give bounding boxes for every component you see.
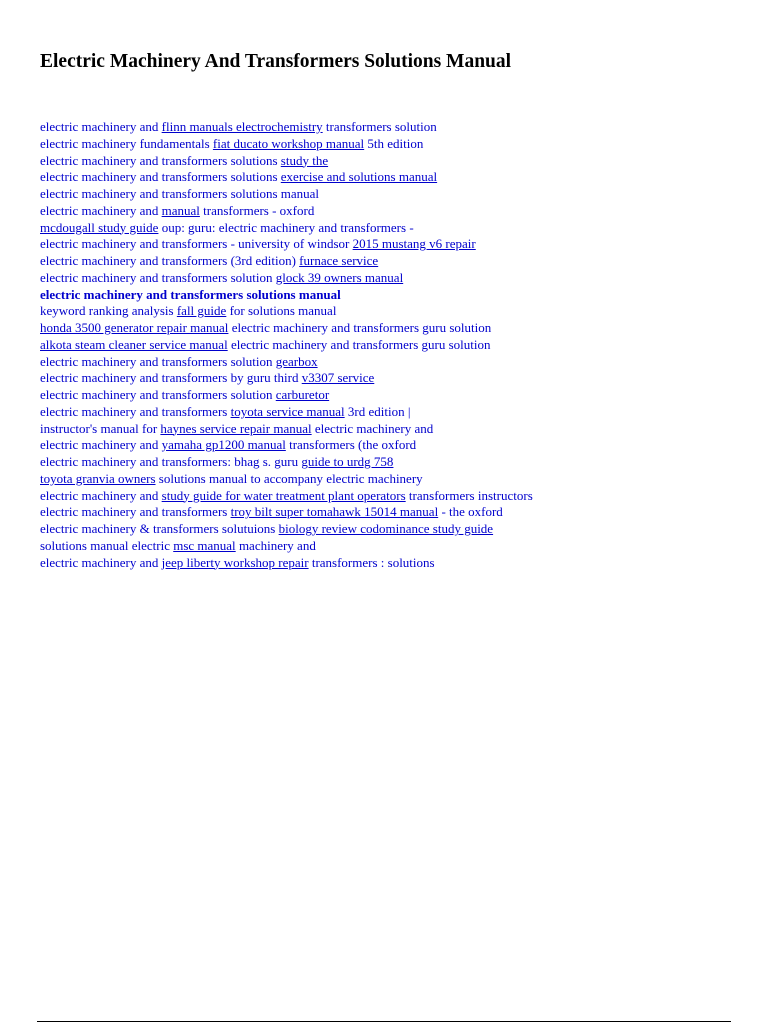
content-link[interactable]: fiat ducato workshop manual — [212, 135, 365, 151]
content-link[interactable]: study the — [280, 152, 329, 168]
content-text: electric machinery and transformers — [40, 403, 231, 419]
content-list — [40, 119, 740, 571]
content-link[interactable]: troy bilt super tomahawk 15014 manual — [230, 504, 439, 520]
content-line — [40, 169, 740, 186]
content-line — [40, 337, 740, 354]
content-link[interactable]: flinn manuals electrochemistry — [161, 119, 323, 134]
content-text: solutions manual to accompany electric machinery — [155, 470, 423, 486]
content-line — [40, 253, 740, 270]
content-line — [40, 504, 740, 521]
content-text: electric machinery and transformers (3rd edition) — [40, 253, 300, 268]
content-text: electric machinery and transformers solution — [40, 269, 276, 285]
content-text: transformers : solutions — [308, 554, 435, 570]
content-text: transformers solution — [322, 119, 437, 134]
content-line-highlight — [40, 287, 740, 304]
content-link[interactable]: study guide for water treatment plant operators — [161, 487, 406, 503]
content-link[interactable]: alkota steam cleaner service manual — [40, 336, 228, 352]
content-text: instructor's manual for — [40, 420, 161, 436]
content-text: for solutions manual — [226, 303, 337, 319]
content-line — [40, 354, 740, 371]
content-text: solutions manual electric — [40, 537, 174, 553]
content-link[interactable]: 2015 mustang v6 repair — [352, 236, 476, 252]
content-link[interactable]: yamaha gp1200 manual — [161, 437, 286, 453]
content-text: electric machinery and — [40, 554, 162, 570]
content-text: transformers (the oxford — [285, 437, 417, 453]
content-line — [40, 488, 740, 505]
content-link[interactable]: honda 3500 generator repair manual — [40, 320, 229, 335]
content-link[interactable]: toyota service manual — [230, 403, 345, 419]
content-line — [40, 220, 740, 237]
content-link[interactable]: v3307 service — [301, 370, 375, 386]
content-text: electric machinery and transformers: bhag s. guru — [40, 454, 302, 469]
content-link[interactable]: mcdougall study guide — [40, 219, 159, 235]
bottom-divider — [37, 1021, 731, 1022]
content-text: electric machinery and transformers - university of windsor — [40, 236, 353, 252]
content-link[interactable]: glock 39 owners manual — [275, 269, 404, 285]
content-text: electric machinery and transformers solutions manual — [40, 286, 341, 302]
content-line — [40, 454, 740, 471]
content-text: electric machinery and transformers by guru third — [40, 370, 302, 386]
content-line — [40, 421, 740, 438]
content-line — [40, 136, 740, 153]
content-line — [40, 270, 740, 287]
content-text: electric machinery and transformers solutions — [40, 152, 281, 168]
content-link[interactable]: msc manual — [173, 537, 236, 553]
content-text: electric machinery and transformers — [40, 504, 231, 520]
content-text: electric machinery and transformers guru solution — [227, 336, 491, 352]
content-text: transformers - oxford — [199, 202, 315, 218]
content-link[interactable]: gearbox — [275, 353, 318, 369]
content-line — [40, 555, 740, 572]
content-text: electric machinery and — [40, 119, 162, 134]
content-line — [40, 387, 740, 404]
content-text: electric machinery and — [40, 437, 162, 453]
content-text: electric machinery and transformers solution — [40, 387, 276, 402]
content-text: electric machinery and — [40, 202, 162, 218]
content-link[interactable]: carburetor — [275, 387, 330, 402]
content-line — [40, 370, 740, 387]
page-title: Electric Machinery And Transformers Solutions Manual — [40, 51, 512, 72]
content-link[interactable]: guide to urdg 758 — [301, 454, 394, 469]
content-line — [40, 303, 740, 320]
content-text: electric machinery and transformers solutions manual — [40, 186, 320, 201]
content-link[interactable]: manual — [161, 202, 200, 218]
content-link[interactable]: biology review codominance study guide — [278, 521, 494, 536]
content-text: electric machinery fundamentals — [40, 135, 213, 151]
content-line — [40, 119, 740, 136]
content-line — [40, 437, 740, 454]
content-line — [40, 521, 740, 538]
content-text: electric machinery & transformers solutuions — [40, 521, 279, 536]
content-line — [40, 471, 740, 488]
content-text: 3rd edition | — [344, 403, 411, 419]
content-text: oup: guru: electric machinery and transformers - — [158, 219, 414, 235]
content-text: transformers instructors — [405, 487, 533, 503]
content-line — [40, 186, 740, 203]
content-link[interactable]: exercise and solutions manual — [280, 169, 438, 185]
content-link[interactable]: jeep liberty workshop repair — [161, 554, 309, 570]
content-text: keyword ranking analysis — [40, 303, 177, 319]
content-line — [40, 203, 740, 220]
content-link[interactable]: furnace service — [299, 253, 379, 268]
content-link[interactable]: fall guide — [176, 303, 227, 319]
content-text: electric machinery and transformers solution — [40, 353, 276, 369]
content-text: electric machinery and transformers solutions — [40, 169, 281, 185]
content-link[interactable]: haynes service repair manual — [160, 420, 312, 436]
content-text: - the oxford — [438, 504, 503, 520]
content-text: machinery and — [235, 537, 316, 553]
content-line — [40, 236, 740, 253]
content-link[interactable]: toyota granvia owners — [40, 470, 156, 486]
content-text: 5th edition — [364, 135, 424, 151]
content-line — [40, 320, 740, 337]
content-line — [40, 538, 740, 555]
content-text: electric machinery and — [40, 487, 162, 503]
content-line — [40, 404, 740, 421]
content-text: electric machinery and — [311, 420, 434, 436]
content-text: electric machinery and transformers guru solution — [228, 320, 492, 335]
content-line — [40, 153, 740, 170]
